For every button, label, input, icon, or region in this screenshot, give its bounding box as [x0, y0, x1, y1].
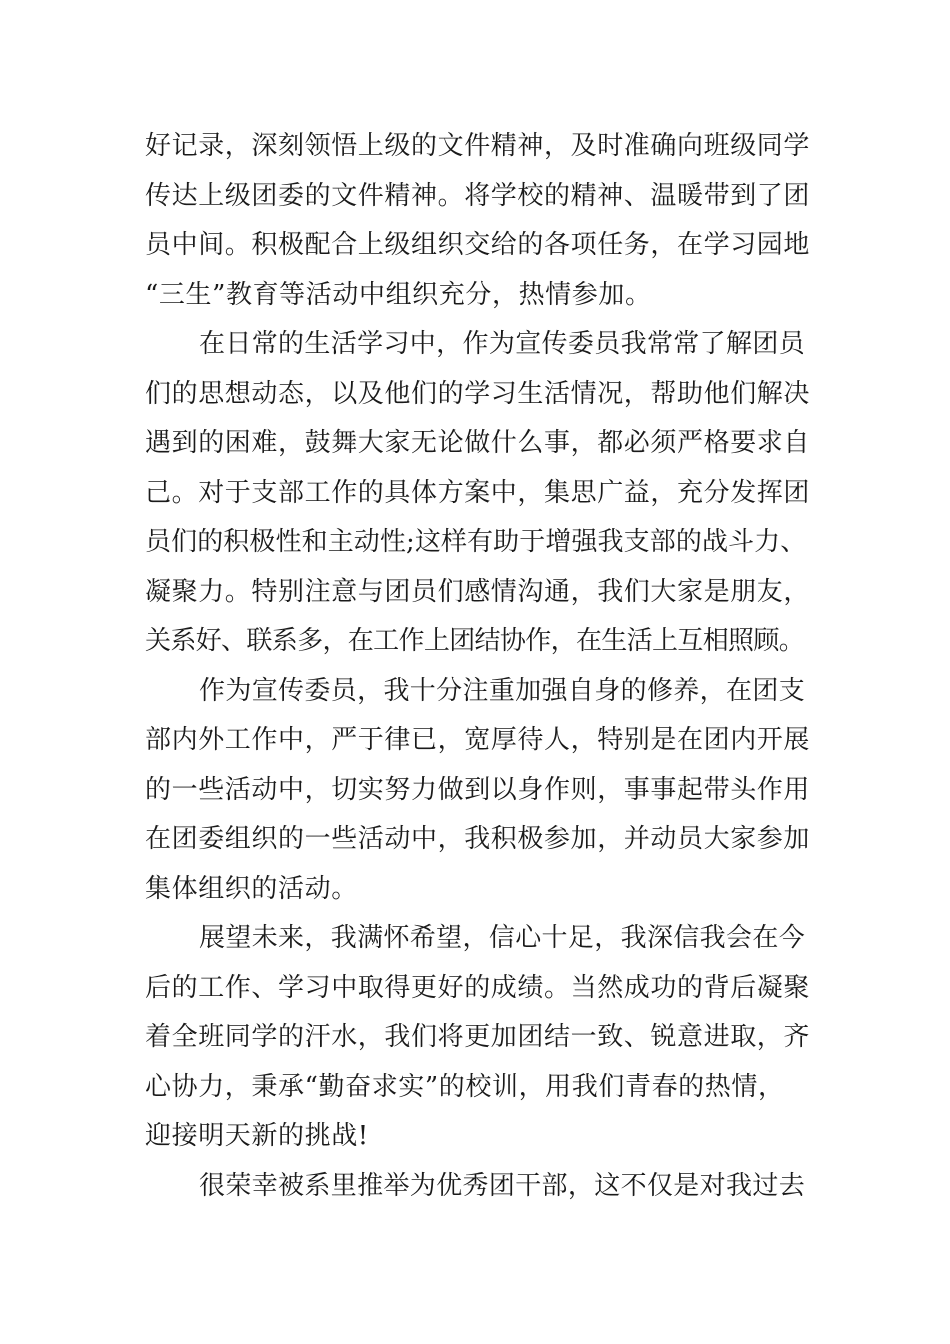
text-line: 关系好、联系多，在工作上团结协作，在生活上互相照顾。 — [145, 626, 805, 656]
text-line: 集体组织的活动。 — [145, 873, 358, 904]
text-line: 的一些活动中，切实努力做到以身作则，事事起带头作用 — [145, 774, 811, 805]
paragraph-first-line: 展望未来，我满怀希望，信心十足，我深信我会在今 — [199, 923, 806, 953]
text-line: 己。对于支部工作的具体方案中，集思广益，充分发挥团 — [145, 477, 811, 508]
paragraph-first-line: 很荣幸被系里推举为优秀团干部，这不仅是对我过去 — [199, 1170, 806, 1201]
text-line: 在团委组织的一些活动中，我积极参加，并动员大家参加 — [145, 824, 811, 854]
text-line: 传达上级团委的文件精神。将学校的精神、温暖带到了团 — [145, 180, 811, 211]
text-line: 们的思想动态，以及他们的学习生活情况，帮助他们解决 — [145, 378, 811, 409]
text-line: “三生”教育等活动中组织充分，热情参加。 — [145, 279, 652, 310]
paragraph-first-line: 在日常的生活学习中，作为宣传委员我常常了解团员 — [199, 329, 806, 359]
text-line: 后的工作、学习中取得更好的成绩。当然成功的背后凝聚 — [145, 972, 811, 1003]
text-line: 迎接明天新的挑战! — [145, 1121, 369, 1151]
text-line: 员们的积极性和主动性;这样有助于增强我支部的战斗力、 — [145, 527, 807, 557]
text-line: 着全班同学的汗水，我们将更加团结一致、锐意进取，齐 — [145, 1022, 811, 1052]
document-body — [145, 122, 810, 1211]
text-line: 员中间。积极配合上级组织交给的各项任务，在学习园地 — [145, 230, 811, 260]
paragraph-first-line: 作为宣传委员，我十分注重加强自身的修养，在团支 — [199, 675, 806, 706]
text-line: 好记录，深刻领悟上级的文件精神，及时准确向班级同学 — [145, 131, 811, 161]
text-line: 遇到的困难，鼓舞大家无论做什么事，都必须严格要求自 — [145, 428, 811, 458]
text-line: 部内外工作中，严于律已，宽厚待人，特别是在团内开展 — [145, 725, 811, 755]
text-line: 凝聚力。特别注意与团员们感情沟通，我们大家是朋友， — [145, 576, 811, 607]
text-line: 心协力，秉承“勤奋求实”的校训，用我们青春的热情， — [145, 1071, 785, 1102]
